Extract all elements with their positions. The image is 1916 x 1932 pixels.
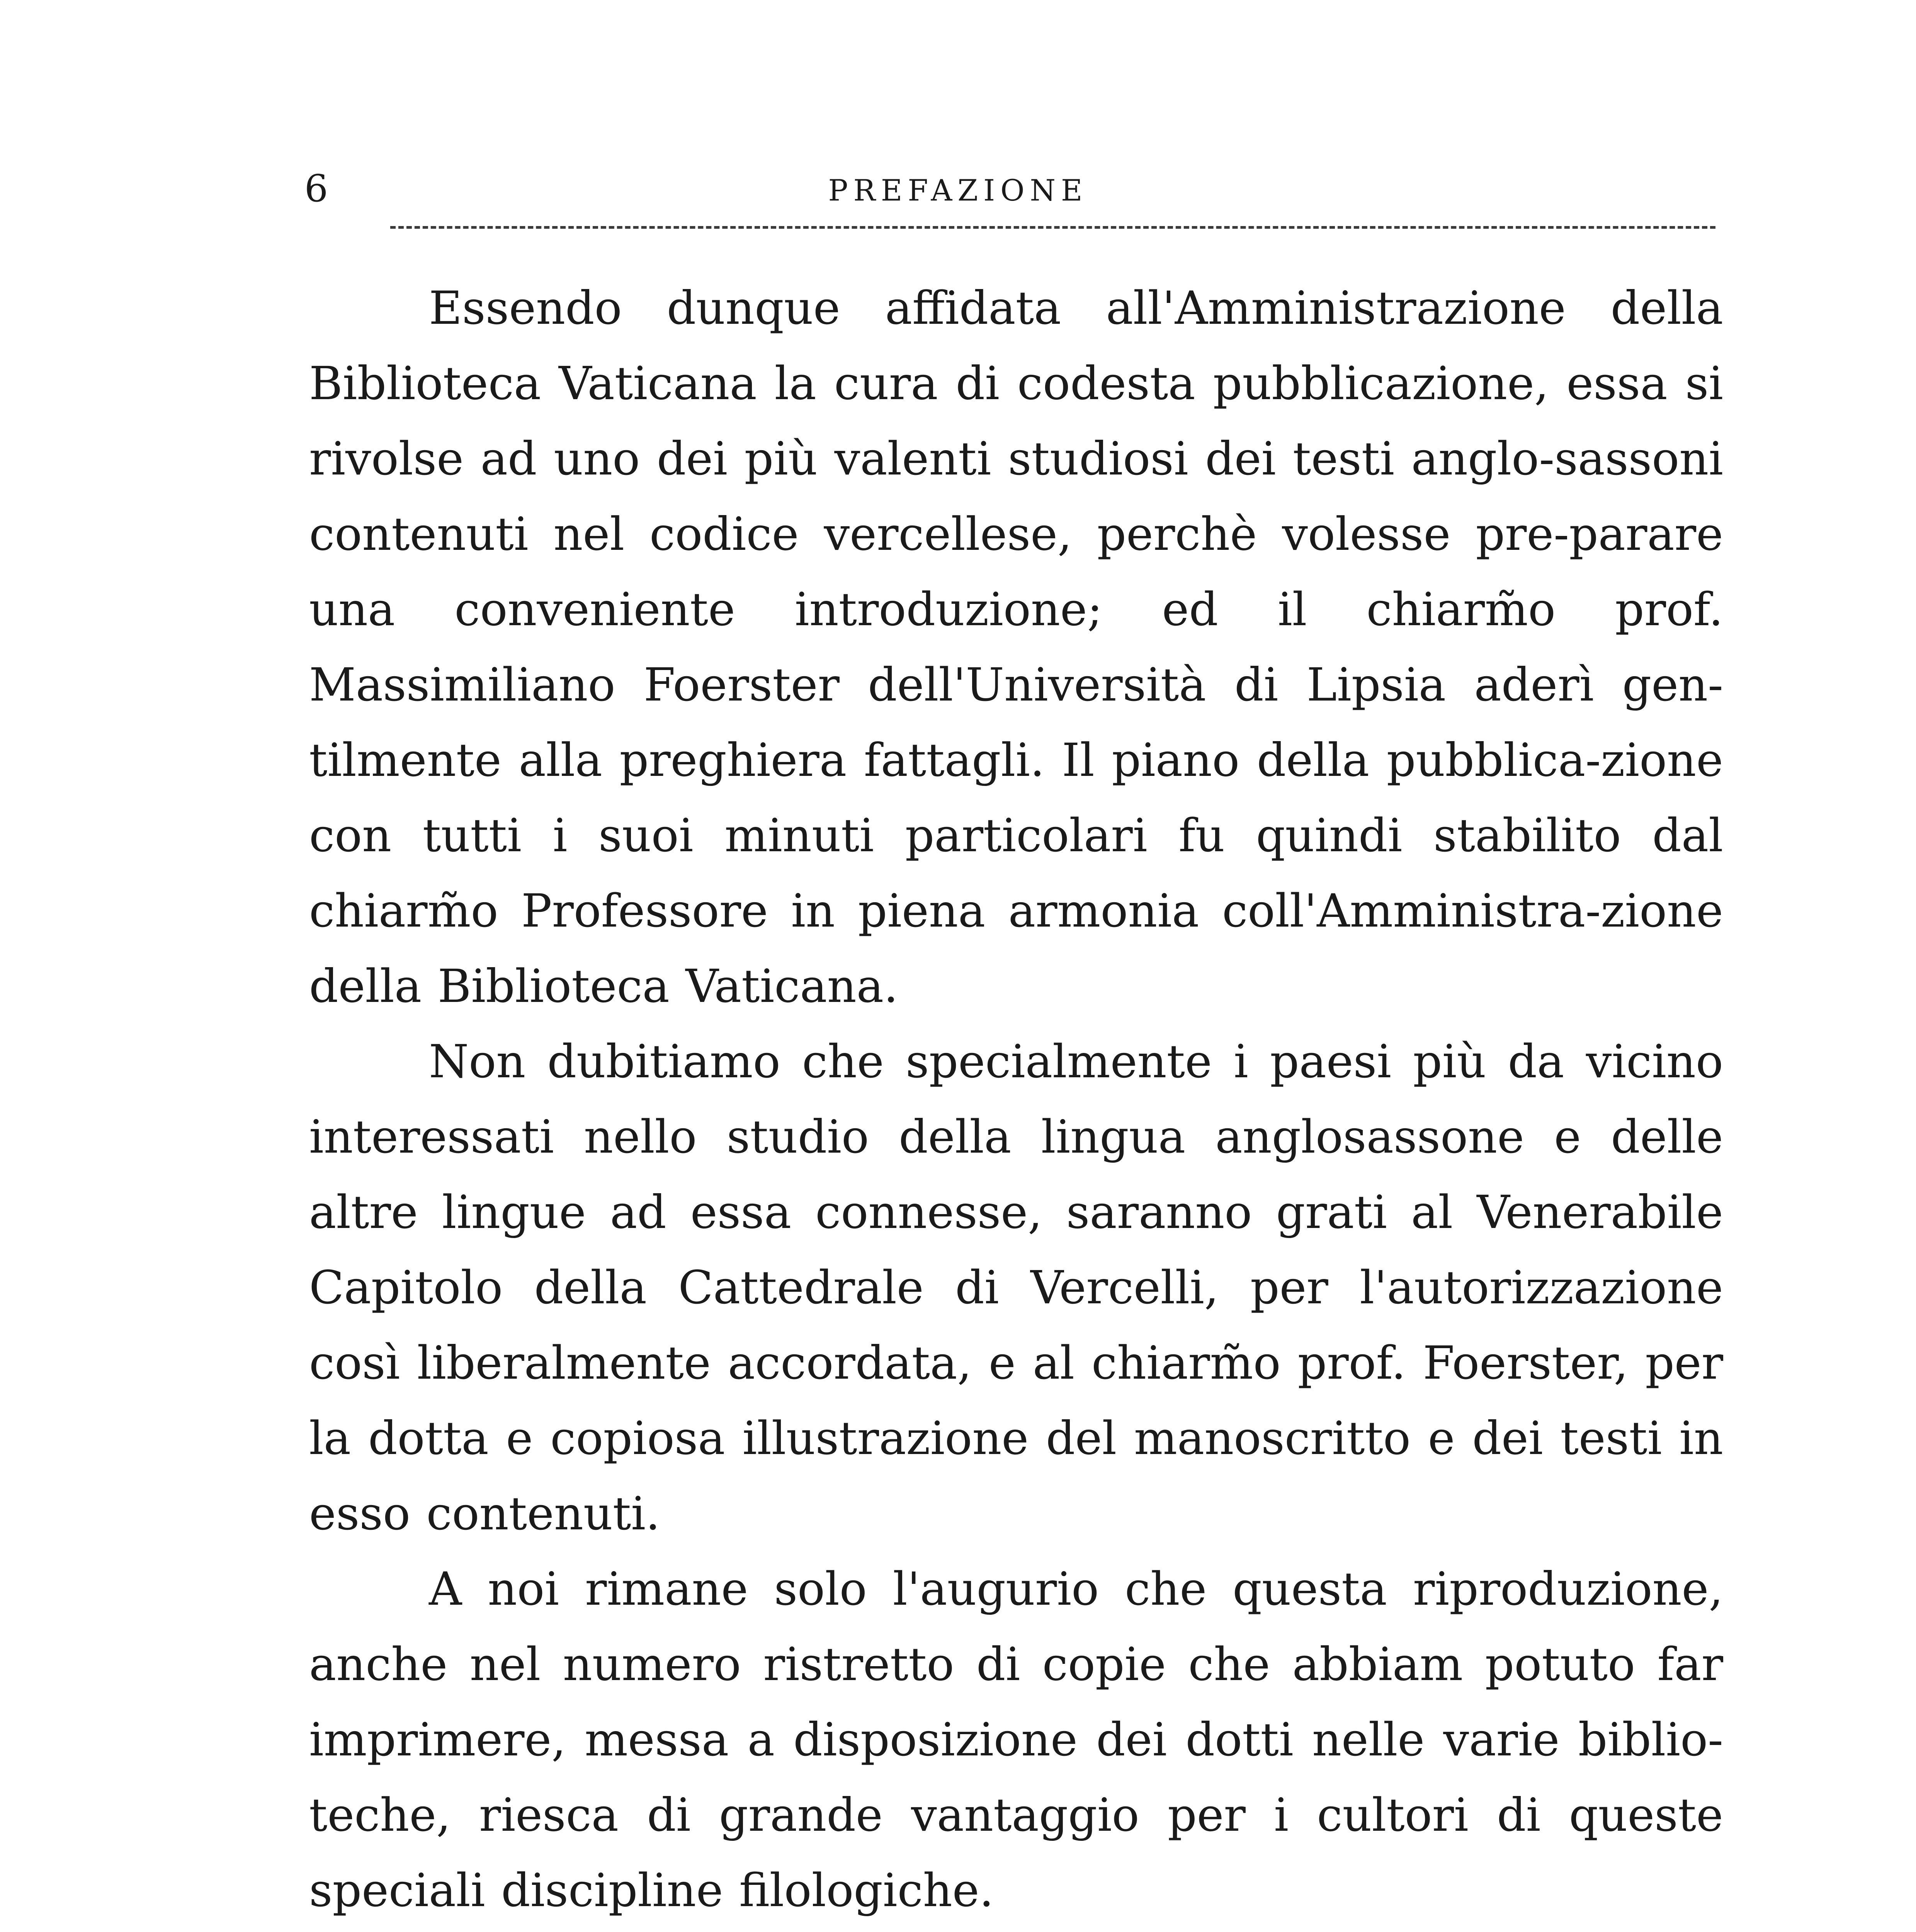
paragraph-2: Non dubitiamo che specialmente i paesi più da vicino interessati nello studio della lingua anglosassone e delle altre lingue ad essa connesse, saranno grati al Venerabile Capitolo della Cattedrale di Vercelli, per l'autorizzazione così liberalmente accordata, e al chiarm̃o prof. Foerster, per la dotta e copiosa illustrazione del manoscritto e dei testi in esso contenuti.	[309, 1035, 1723, 1540]
page-number: 6	[304, 167, 328, 210]
paragraph-3: A noi rimane solo l'augurio che questa riproduzione, anche nel numero ristretto di copie che abbiam potuto far imprimere, messa a disposizione dei dotti nelle varie biblio-teche, riesca di grande vantaggio per i cultori di queste speciali discipline filologiche.	[309, 1562, 1723, 1917]
running-head: PREFAZIONE	[828, 173, 1088, 207]
text-block	[309, 270, 1723, 1928]
paragraph-1: Essendo dunque affidata all'Amministrazione della Biblioteca Vaticana la cura di codesta pubblicazione, essa si rivolse ad uno dei più valenti studiosi dei testi anglo-sassoni contenuti nel codice vercellese, perchè volesse pre-parare una conveniente introduzione; ed il chiarm̃o prof. Massimiliano Foerster dell'Università di Lipsia aderì gen-tilmente alla preghiera fattagli. Il piano della pubblica-zione con tutti i suoi minuti particolari fu quindi stabilito dal chiarm̃o Professore in piena armonia coll'Amministra-zione della Biblioteca Vaticana.	[309, 281, 1723, 1013]
header-rule	[390, 226, 1715, 229]
